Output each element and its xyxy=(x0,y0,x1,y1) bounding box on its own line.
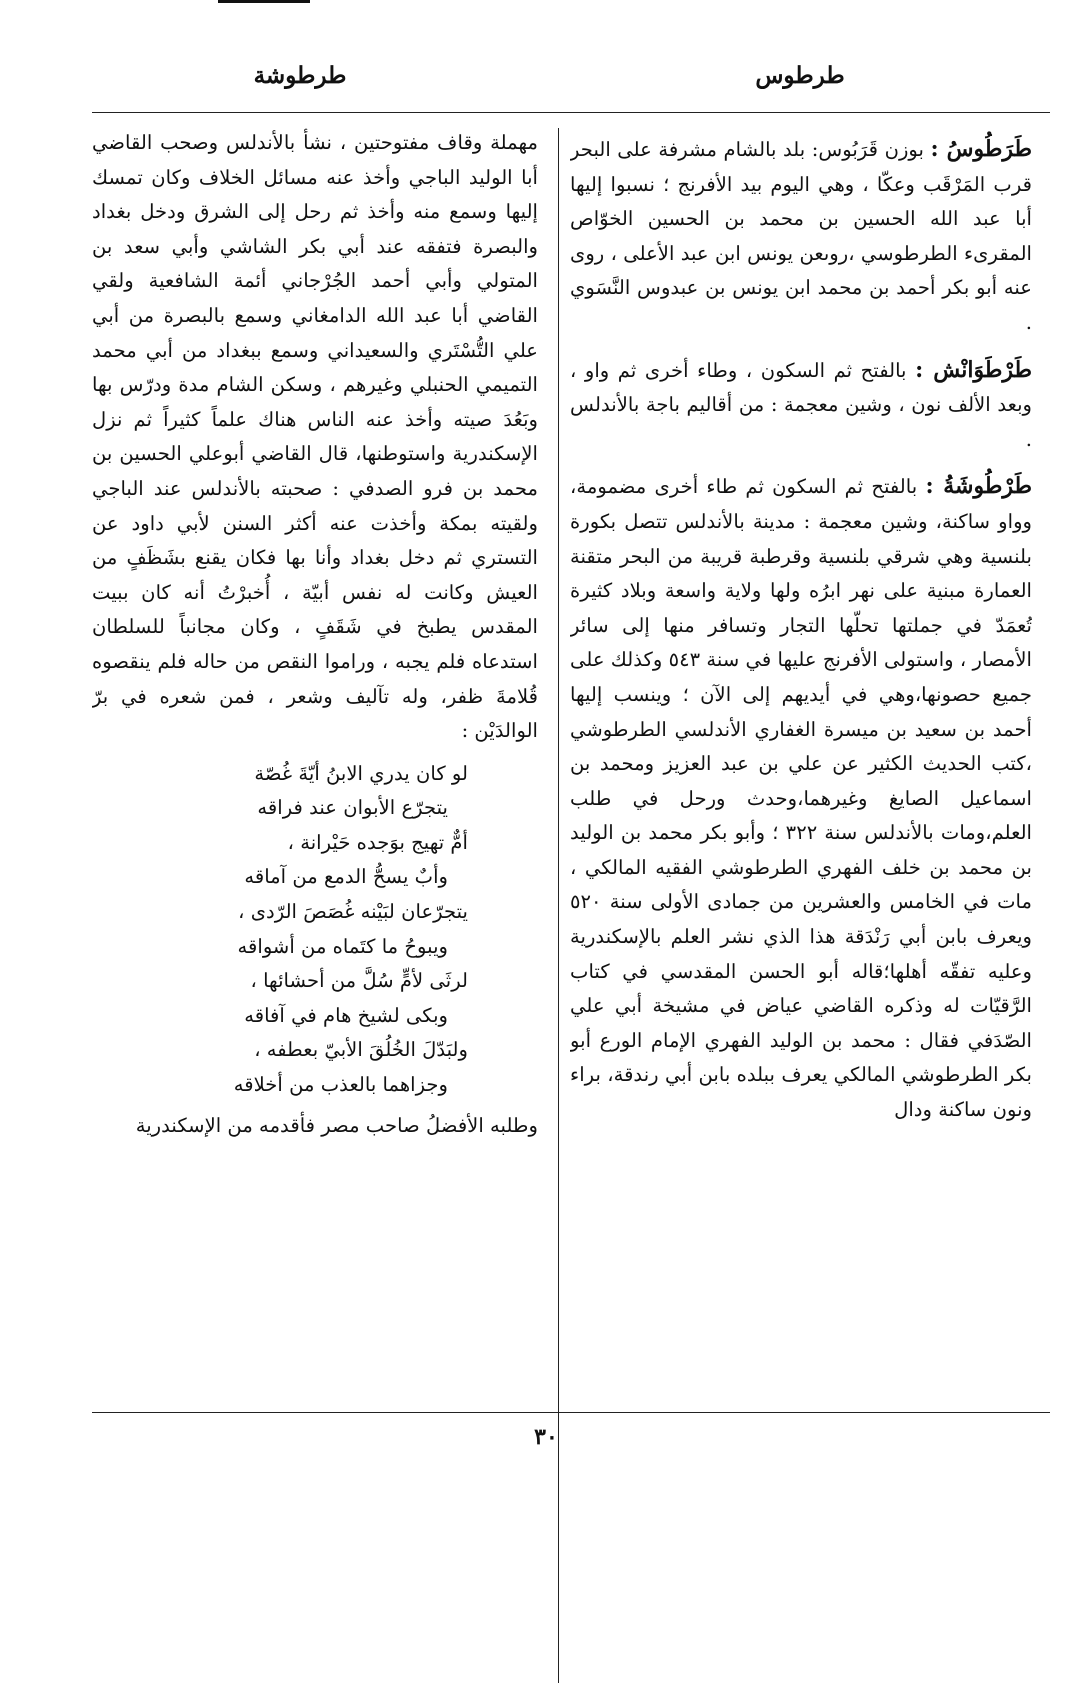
running-header-left: طرطوشة xyxy=(253,62,347,89)
verse-line: وبكى لشيخ هام في آفاقه xyxy=(244,1003,448,1027)
verse-line: يتجرّع الأبوان عند فراقه xyxy=(257,796,448,820)
headword: طَرَطُوسُ : xyxy=(930,136,1032,162)
entry-text: بوزن قَرَبُوس: بلد بالشام مشرفة على البحر قرب المَرْقَب وعكّا ، وهي اليوم بيد الأفرنج ؛ نسبوا إليها أبا عبد الله الحسين بن محمد بن الحسين الخوّاص المقرىء الطرطوسي ،روىعن يونس ابن عبد الأعلى ، روى عنه أبو بكر أحمد بن محمد ابن يونس بن عبدوس النَّسَوي . xyxy=(570,138,1032,334)
verse-line: يتجرّعان لبَيْنه غُصَصَ الرّدى ، xyxy=(238,900,468,924)
headword: طَرْطُوشَةُ : xyxy=(925,473,1032,500)
entry-text: بالفتح ثم السكون ثم طاء أخرى مضمومة، وواو ساكنة، وشين معجمة : مدينة بالأندلس تتصل بكورة بلنسية وهي شرقي بلنسية وقرطبة قريبة من البحر متقنة العمارة مبنية على نهر ابرُه ولها ولاية واسعة وبلاد كثيرة تُعمَدّ في جملتها تحلّها التجار وتسافر منها إلى سائر الأمصار ، واستولى الأفرنج عليها في سنة ٥٤٣ وكذلك على جميع حصونها،وهي في أيديهم إلى الآن ؛ وينسب إليها أحمد بن سعيد بن ميسرة الغفاري الأندلسي الطرطوشي ،كتب الحديث الكثير عن علي بن عبد العزيز ومحمد بن اسماعيل الصايغ وغيرهما،وحدث ورحل في طلب العلم،ومات بالأندلس سنة ٣٢٢ ؛ وأبو بكر محمد بن الوليد بن محمد بن خلف الفهري الطرطوشي الفقيه المالكي ، مات في الخامس والعشرين من جمادى الأولى سنة ٥٢٠ ويعرف بابن أبي رَنْدَقة هذا الذي نشر العلم بالإسكندرية وعليه تفقّه أهلها؛قاله أبو الحسن المقدسي في كتاب الرَّقيّات له وذكره القاضي عياض في مشيخة أبي علي الصّدَفي فقال : محمد بن الوليد الفهري الإمام الورع أبو بكر الطرطوشي المالكي يعرف ببلده بابن أبي رندقة، براء ونون ساكنة ودال xyxy=(570,475,1032,1122)
entry-text: بالفتح ثم السكون ، وطاء أخرى ثم واو ، وبعد الألف نون ، وشين معجمة : من أقاليم باجة بالأندلس . xyxy=(570,358,1032,451)
verse-line: لرثَى لأمٍّ سُلَّ من أحشائها ، xyxy=(250,969,468,993)
verse-line: لو كان يدري الابنُ أيّةَ غُصّة xyxy=(254,761,468,785)
headword: طَرْطَوَانْش : xyxy=(915,356,1032,383)
continuation-after-poem: وطلبه الأفضلُ صاحب مصر فأقدمه من الإسكندرية xyxy=(135,1113,538,1137)
entry-tartusha xyxy=(570,469,1032,1127)
header-rule xyxy=(92,112,1050,113)
footer-rule xyxy=(92,1412,1050,1413)
entry-tartus xyxy=(570,132,1032,341)
top-margin-mark xyxy=(218,0,310,3)
right-column xyxy=(570,126,1032,1391)
page-number: ٣٠ xyxy=(534,1424,558,1450)
verse-line: ولبَدّلَ الخُلُقَ الأبيّ بعطفه ، xyxy=(254,1038,468,1062)
poem xyxy=(92,757,538,1103)
verse-line: أمٌّ تهيج بوَجده حَيْرانة ، xyxy=(287,830,468,854)
continuation-paragraph: مهملة وقاف مفتوحتين ، نشأ بالأندلس وصحب القاضي أبا الوليد الباجي وأخذ عنه مسائل الخلاف وكان تمسك إليها وسمع منه وأخذ ثم رحل إلى الشرق ودخل بغداد والبصرة فتفقه عند أبي بكر الشاشي وأبي سعد بن المتولي وأبي أحمد الجُرْجاني أئمة الشافعية ولقي القاضي أبا عبد الله الدامغاني وسمع بالبصرة من أبي علي التُّسْتَري والسعيداني وسمع ببغداد من أبي محمد التميمي الحنبلي وغيرهم ، وسكن الشام مدة ودرّس بها وبَعُدَ صيته وأخذ عنه الناس هناك علماً كثيراً ثم نزل الإسكندرية واستوطنها، قال القاضي أبوعلي الحسين بن محمد بن فرو الصدفي : صحبته بالأندلس عند الباجي ولقيته بمكة وأخذت عنه أكثر السنن لأبي داود عن التستري ثم دخل بغداد وأنا بها فكان يقنع بشَظَفٍ من العيش وكانت له نفس أبيّة ، أُخبرْتُ أنه كان ببيت المقدس يطبخ في شَقَفٍ ، وكان مجانباً للسلطان استدعاه فلم يجبه ، وراموا النقص من حاله فلم ينقصوه قُلامةَ ظفر، وله تآليف وشعر ، فمن شعره في برّ الوالدَيْن : xyxy=(92,131,538,743)
verse-line: وأبٌ يسحُّ الدمع من آماقه xyxy=(244,865,448,889)
entry-tartawansh xyxy=(570,353,1032,458)
verse-line: وجزاهما بالعذب من أخلاقه xyxy=(233,1073,448,1097)
running-header-right: طرطوس xyxy=(755,62,845,89)
left-column xyxy=(92,126,538,1401)
verse-line: ويبوحُ ما كتَماه من أشواقه xyxy=(237,934,448,958)
